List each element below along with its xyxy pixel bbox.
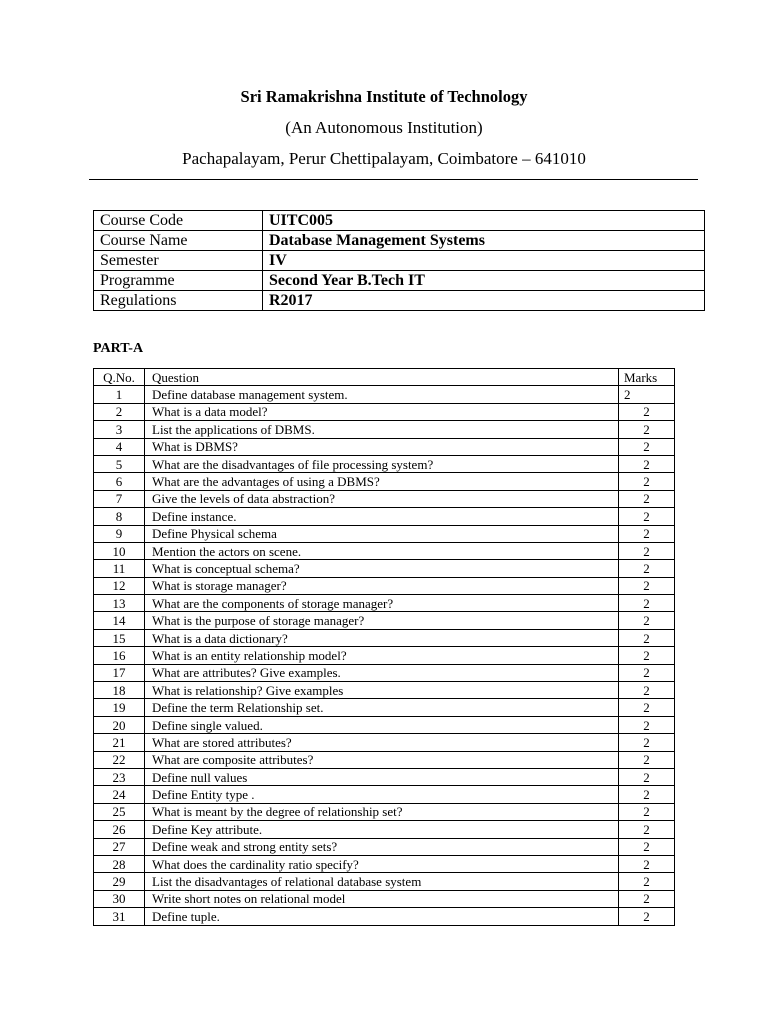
course-row (94, 211, 705, 231)
question-marks: 2 (619, 699, 675, 716)
question-text: Define the term Relationship set. (145, 699, 619, 716)
table-row (94, 508, 675, 525)
question-marks: 2 (619, 838, 675, 855)
table-row (94, 525, 675, 542)
table-row (94, 803, 675, 820)
table-row (94, 386, 675, 403)
question-marks: 2 (619, 751, 675, 768)
question-marks: 2 (619, 560, 675, 577)
table-row (94, 473, 675, 490)
question-text: What is a data model? (145, 403, 619, 420)
regulations-label: Regulations (94, 291, 263, 311)
question-number: 20 (94, 716, 145, 733)
question-number: 3 (94, 421, 145, 438)
table-row (94, 629, 675, 646)
question-text: What is the purpose of storage manager? (145, 612, 619, 629)
table-row (94, 821, 675, 838)
question-text: What is relationship? Give examples (145, 682, 619, 699)
question-text: Give the levels of data abstraction? (145, 490, 619, 507)
question-text: What is an entity relationship model? (145, 647, 619, 664)
course-row (94, 291, 705, 311)
question-number: 9 (94, 525, 145, 542)
table-row (94, 838, 675, 855)
question-text: Define weak and strong entity sets? (145, 838, 619, 855)
regulations-value: R2017 (263, 291, 705, 311)
question-marks: 2 (619, 821, 675, 838)
question-number: 24 (94, 786, 145, 803)
question-text: What are the disadvantages of file processing system? (145, 455, 619, 472)
question-marks: 2 (619, 490, 675, 507)
table-row (94, 699, 675, 716)
question-marks: 2 (619, 508, 675, 525)
question-marks: 2 (619, 786, 675, 803)
table-row (94, 490, 675, 507)
table-row (94, 890, 675, 907)
question-marks: 2 (619, 595, 675, 612)
table-row (94, 647, 675, 664)
question-number: 23 (94, 768, 145, 785)
institute-address: Pachapalayam, Perur Chettipalayam, Coimbatore – 641010 (182, 149, 586, 168)
table-row (94, 786, 675, 803)
question-number: 11 (94, 560, 145, 577)
table-row (94, 664, 675, 681)
question-number: 15 (94, 629, 145, 646)
question-marks: 2 (619, 682, 675, 699)
course-code-label: Course Code (94, 211, 263, 231)
table-row (94, 734, 675, 751)
question-text: List the disadvantages of relational database system (145, 873, 619, 890)
question-number: 28 (94, 855, 145, 872)
table-row (94, 716, 675, 733)
course-row (94, 251, 705, 271)
question-marks: 2 (619, 873, 675, 890)
question-number: 10 (94, 542, 145, 559)
question-marks: 2 (619, 647, 675, 664)
programme-value: Second Year B.Tech IT (263, 271, 705, 291)
question-number: 30 (94, 890, 145, 907)
question-text: What are composite attributes? (145, 751, 619, 768)
institute-title: Sri Ramakrishna Institute of Technology (240, 87, 528, 106)
question-text: What is DBMS? (145, 438, 619, 455)
question-number: 4 (94, 438, 145, 455)
course-row (94, 231, 705, 251)
question-text: What is meant by the degree of relationship set? (145, 803, 619, 820)
question-marks: 2 (619, 612, 675, 629)
question-number: 21 (94, 734, 145, 751)
table-row (94, 438, 675, 455)
question-number: 6 (94, 473, 145, 490)
question-text: Define tuple. (145, 908, 619, 925)
question-number: 2 (94, 403, 145, 420)
question-text: What is conceptual schema? (145, 560, 619, 577)
question-number: 27 (94, 838, 145, 855)
question-number: 14 (94, 612, 145, 629)
table-row (94, 421, 675, 438)
question-marks: 2 (619, 473, 675, 490)
table-row (94, 595, 675, 612)
question-marks: 2 (619, 455, 675, 472)
table-row (94, 908, 675, 925)
question-marks: 2 (619, 768, 675, 785)
programme-label: Programme (94, 271, 263, 291)
question-marks: 2 (619, 629, 675, 646)
question-text: What is a data dictionary? (145, 629, 619, 646)
table-row (94, 751, 675, 768)
semester-value: IV (263, 251, 705, 271)
question-marks: 2 (619, 386, 675, 403)
table-row (94, 403, 675, 420)
course-info-table (93, 210, 705, 311)
question-marks: 2 (619, 803, 675, 820)
course-name-label: Course Name (94, 231, 263, 251)
question-text: Write short notes on relational model (145, 890, 619, 907)
question-number: 12 (94, 577, 145, 594)
part-a-heading: PART-A (93, 341, 144, 356)
institute-subtitle: (An Autonomous Institution) (285, 118, 483, 137)
table-row (94, 855, 675, 872)
semester-label: Semester (94, 251, 263, 271)
table-header-row (94, 369, 675, 386)
question-text: Define Key attribute. (145, 821, 619, 838)
question-marks: 2 (619, 438, 675, 455)
question-text: What are stored attributes? (145, 734, 619, 751)
question-marks: 2 (619, 734, 675, 751)
question-marks: 2 (619, 716, 675, 733)
question-text: Define single valued. (145, 716, 619, 733)
question-text: Define Physical schema (145, 525, 619, 542)
question-text: List the applications of DBMS. (145, 421, 619, 438)
question-text: Define instance. (145, 508, 619, 525)
question-text: What are the components of storage manager? (145, 595, 619, 612)
table-row (94, 768, 675, 785)
table-row (94, 560, 675, 577)
question-text: What are the advantages of using a DBMS? (145, 473, 619, 490)
question-marks: 2 (619, 855, 675, 872)
question-text: What is storage manager? (145, 577, 619, 594)
question-number: 25 (94, 803, 145, 820)
table-row (94, 682, 675, 699)
question-number: 1 (94, 386, 145, 403)
question-number: 17 (94, 664, 145, 681)
question-marks: 2 (619, 421, 675, 438)
header-divider (89, 179, 698, 180)
question-text: What are attributes? Give examples. (145, 664, 619, 681)
question-text: Define Entity type . (145, 786, 619, 803)
qno-column-header: Q.No. (94, 369, 145, 386)
marks-column-header: Marks (619, 369, 675, 386)
table-row (94, 577, 675, 594)
question-marks: 2 (619, 577, 675, 594)
course-name-value: Database Management Systems (263, 231, 705, 251)
question-number: 5 (94, 455, 145, 472)
question-marks: 2 (619, 525, 675, 542)
table-row (94, 542, 675, 559)
table-row (94, 873, 675, 890)
question-number: 22 (94, 751, 145, 768)
question-marks: 2 (619, 664, 675, 681)
question-marks: 2 (619, 890, 675, 907)
question-text: Define database management system. (145, 386, 619, 403)
question-column-header: Question (145, 369, 619, 386)
question-marks: 2 (619, 542, 675, 559)
question-number: 8 (94, 508, 145, 525)
question-number: 18 (94, 682, 145, 699)
question-text: Mention the actors on scene. (145, 542, 619, 559)
question-marks: 2 (619, 908, 675, 925)
table-row (94, 612, 675, 629)
questions-table (93, 368, 675, 926)
question-number: 31 (94, 908, 145, 925)
question-number: 29 (94, 873, 145, 890)
question-number: 19 (94, 699, 145, 716)
question-text: What does the cardinality ratio specify? (145, 855, 619, 872)
course-row (94, 271, 705, 291)
question-number: 26 (94, 821, 145, 838)
question-number: 16 (94, 647, 145, 664)
question-number: 13 (94, 595, 145, 612)
question-text: Define null values (145, 768, 619, 785)
table-row (94, 455, 675, 472)
course-code-value: UITC005 (263, 211, 705, 231)
question-marks: 2 (619, 403, 675, 420)
question-number: 7 (94, 490, 145, 507)
